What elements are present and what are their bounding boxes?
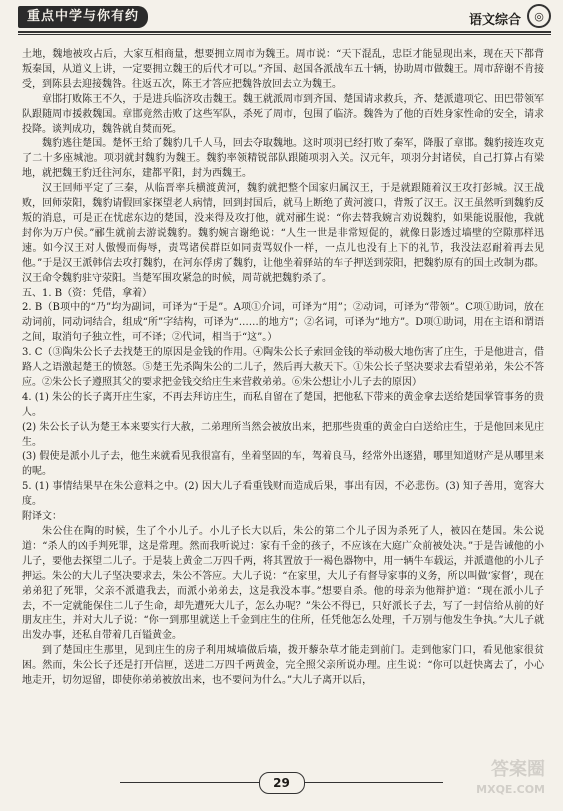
paragraph: 魏豹逃往楚国。楚怀王给了魏豹几千人马，回去夺取魏地。这时项羽已经打败了秦军，降服了章邯。魏豹接连攻克了二十多座城池。项羽就封魏豹为魏王。魏豹率领精锐部队跟随项羽入关。汉元年，项羽分封诸侯，自己打算占有梁地，就把魏王豹迁往河东，建都平阳，封为西魏王。 [22,138,544,180]
paragraph: 章邯打败陈王不久，于是进兵临济攻击魏王。魏王就派周市到齐国、楚国请求救兵，齐、楚派遣项它、田巴带领军队跟随周市援救魏国。章邯竟然击败了这些军队，杀死了周市，包围了临济。魏咎为了他的百姓身家性命的安全，请求投降。谈判成功，魏咎就自焚而死。 [22,93,544,135]
paragraph: 土地，魏地被攻占后，大家互相商量，想要拥立周市为魏王。周市说：“天下混乱，忠臣才能显现出来，现在天下都背叛秦国，从道义上讲，一定要拥立魏王的后代才可以。”齐国、赵国各派战车五十辆，协助周市做魏王。周市辞谢不肯接受，到陈县去迎接魏咎。往返五次，陈王才答应把魏咎放回去立为魏王。 [22,49,544,90]
header-rule [18,31,551,33]
subject-label: 语文综合 [468,13,521,28]
paragraph: 五、1. B（资：凭借，拿着） [22,287,153,299]
paragraph: 5. (1) 事情结果早在朱公意料之中。(2) 因大儿子看重钱财而造成后果，事出有因，不必悲伤。(3) 知子善用，宽容大度。 [22,481,544,508]
page-number: 29 [259,772,305,794]
paragraph: 汉王回师平定了三秦，从临晋率兵横渡黄河，魏豹就把整个国家归属汉王，于是就跟随着汉王攻打彭城。汉王战败，回师荥阳，魏豹请假回家探望老人病情，回到封国后，就马上断绝了黄河渡口，背叛了汉王。汉王虽然听到魏豹反叛的消息，可是正在忧虑东边的楚国，没来得及攻打他，就对郦生说：“你去替我婉言劝说魏豹，如果能说服他，我就封你为万户侯。”郦生就前去游说魏豹。魏豹婉言谢绝说：“人生一世是非常短促的，就像日影透过墙壁的空隙那样迅速。如今汉王对人傲慢而侮辱，责骂诸侯群臣如同责骂奴仆一样，一点儿也没有上下的礼节，我没法忍耐着再去见他。”于是汉王派韩信去攻打魏豹，在河东俘虏了魏豹，让他坐着驿站的车子押送到荥阳，把魏豹原有的国土改制为郡。汉王命令魏豹驻守荥阳。当楚军围攻紧急的时候，周苛就把魏豹杀了。 [22,183,544,284]
paragraph: 到了楚国庄生那里，见到庄生的房子利用城墙做后墙，拨开藜杂草才能走到前门。走到他家门口，看见他家很贫困。然而，朱公长子还是打开信匣，送进二万四千两黄金，完全照父亲所说办理。庄生说：“你可以赶快离去了，小心地走开，切勿逗留，即使你弟弟被放出来，也不要问为什么。”大儿子离开以后， [22,645,544,687]
paragraph: (3) 假使是派小儿子去，他生来就看见我很富有，坐着坚固的车，驾着良马，经常外出逐猎，哪里知道财产是从哪里来的呢。 [22,451,544,478]
header-rule-thin [18,34,551,35]
paragraph: 4. (1) 朱公的长子离开庄生家，不再去拜访庄生，而私自留在了楚国，把他私下带来的黄金拿去送给楚国掌管事务的贵人。 [22,391,544,418]
series-banner: 重点中学与你有约 [18,6,148,28]
watermark-main: 答案圈 [491,759,545,780]
paragraph: 朱公住在陶的时候，生了个小儿子。小儿子长大以后，朱公的第二个儿子因为杀死了人，被囚在楚国。朱公说道：“杀人的凶手判死罪，这是常理。然而我听说过：家有千金的孩子，不应该在大庭广众前被处决。”于是告诫他的小儿子，要他去探望二儿子。于是装上黄金二万四千两，将其置放于一褐色器物中，用一辆牛车载运，并派遣他的小儿子押运。朱公的大儿子坚决要求去，朱公不答应。大儿子说：“在家里，大儿子有督导家事的义务，所以叫做‘家督’，现在弟弟犯了死罪，父亲不派遣我去，而派小弟弟去，这是我没本事。”想要自杀。他的母亲为他辩护道：“现在派小儿子去，不一定就能保住二儿子生命，却先遭死大儿子，怎么办呢？”朱公不得已，只好派长子去，写了一封信给从前的好朋友庄生，并对大儿子说：“你一到那里就送上千金到庄生的住所，任凭他怎么处理，千万别与他发生争执。”大儿子就出发办事，还私自带着几百镒黄金。 [22,526,544,642]
emblem-icon: ◎ [527,4,551,28]
paragraph: 附译文： [22,511,62,523]
page-header [0,0,563,40]
watermark [435,760,545,804]
watermark-sub: MXQE.COM [476,783,545,796]
paragraph: (2) 朱公长子认为楚王本来要实行大赦，二弟理所当然会被放出来，把那些贵重的黄金白白送给庄生，于是他回来见庄生。 [22,421,544,448]
paragraph: 3. C（③陶朱公长子去找楚王的原因是金钱的作用。④陶朱公长子索回金钱的举动极大地伤害了庄生，于是他进言，借路人之语激起楚王的愤怒。⑤楚王先杀陶朱公的二儿子，然后再大赦天下。①朱公长子坚决要求去看望弟弟，朱公不答应。②朱公长子遵照其父的要求把金钱交给庄生来营救弟弟。⑥朱公想让小儿子去的原因） [22,347,544,388]
paragraph: 2. B（B项中的“乃”均为副词，可译为“于是”。A项①介词，可译为“用”；②动词，可译为“带领”。C项①助词，放在动词前，同动词结合，组成“所”字结构，可译为“……的地方”；②名词，可译为“地方”。D项①助词，用在主语和谓语之间，取消句子独立性，可不译；②代词，相当于“这”。） [22,302,544,344]
answer-text-body [22,48,544,689]
